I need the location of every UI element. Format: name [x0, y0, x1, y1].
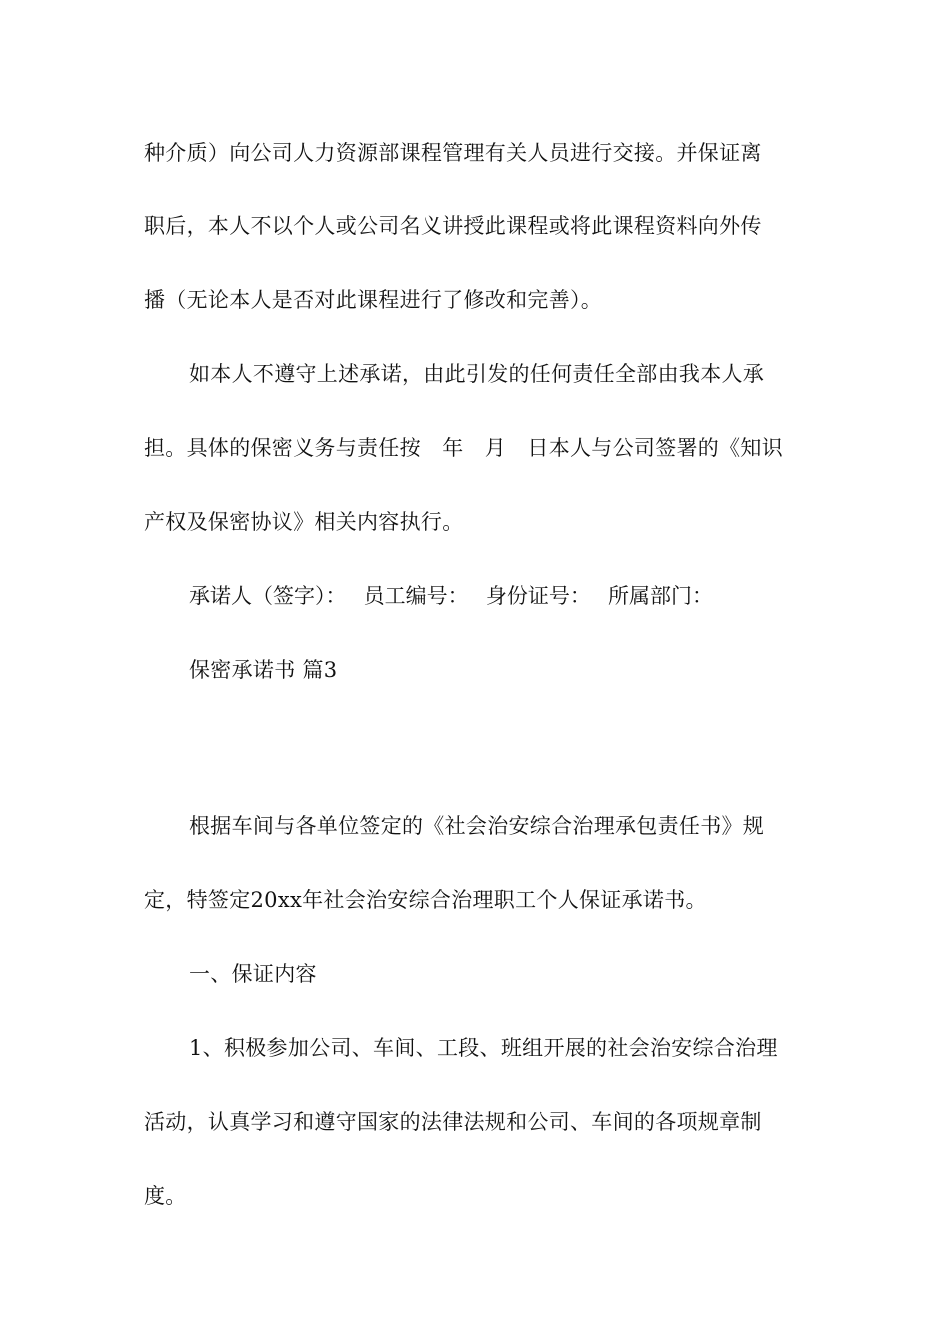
paragraph-line-10: 活动，认真学习和遵守国家的法律法规和公司、车间的各项规章制	[144, 1110, 762, 1134]
paragraph-line-6: 产权及保密协议》相关内容执行。	[144, 510, 464, 534]
paragraph-line-8: 定，特签定20xx年社会治安综合治理职工个人保证承诺书。	[144, 888, 707, 912]
section-heading: 保密承诺书 篇3	[189, 658, 338, 682]
subheading-guarantee-content: 一、保证内容	[189, 962, 317, 986]
paragraph-line-2: 职后，本人不以个人或公司名义讲授此课程或将此课程资料向外传	[144, 214, 762, 238]
paragraph-line-1: 种介质）向公司人力资源部课程管理有关人员进行交接。并保证离	[144, 141, 762, 165]
paragraph-line-3: 播（无论本人是否对此课程进行了修改和完善）。	[144, 288, 603, 312]
paragraph-line-9: 1、积极参加公司、车间、工段、班组开展的社会治安综合治理	[189, 1036, 778, 1060]
paragraph-line-7: 根据车间与各单位签定的《社会治安综合治理承包责任书》规	[189, 814, 765, 838]
signature-fields-line: 承诺人（签字）： 员工编号： 身份证号： 所属部门：	[189, 584, 714, 608]
paragraph-line-5: 担。具体的保密义务与责任按 年 月 日本人与公司签署的《知识	[144, 436, 783, 460]
paragraph-line-4: 如本人不遵守上述承诺，由此引发的任何责任全部由我本人承	[189, 362, 765, 386]
paragraph-line-11: 度。	[144, 1184, 187, 1208]
